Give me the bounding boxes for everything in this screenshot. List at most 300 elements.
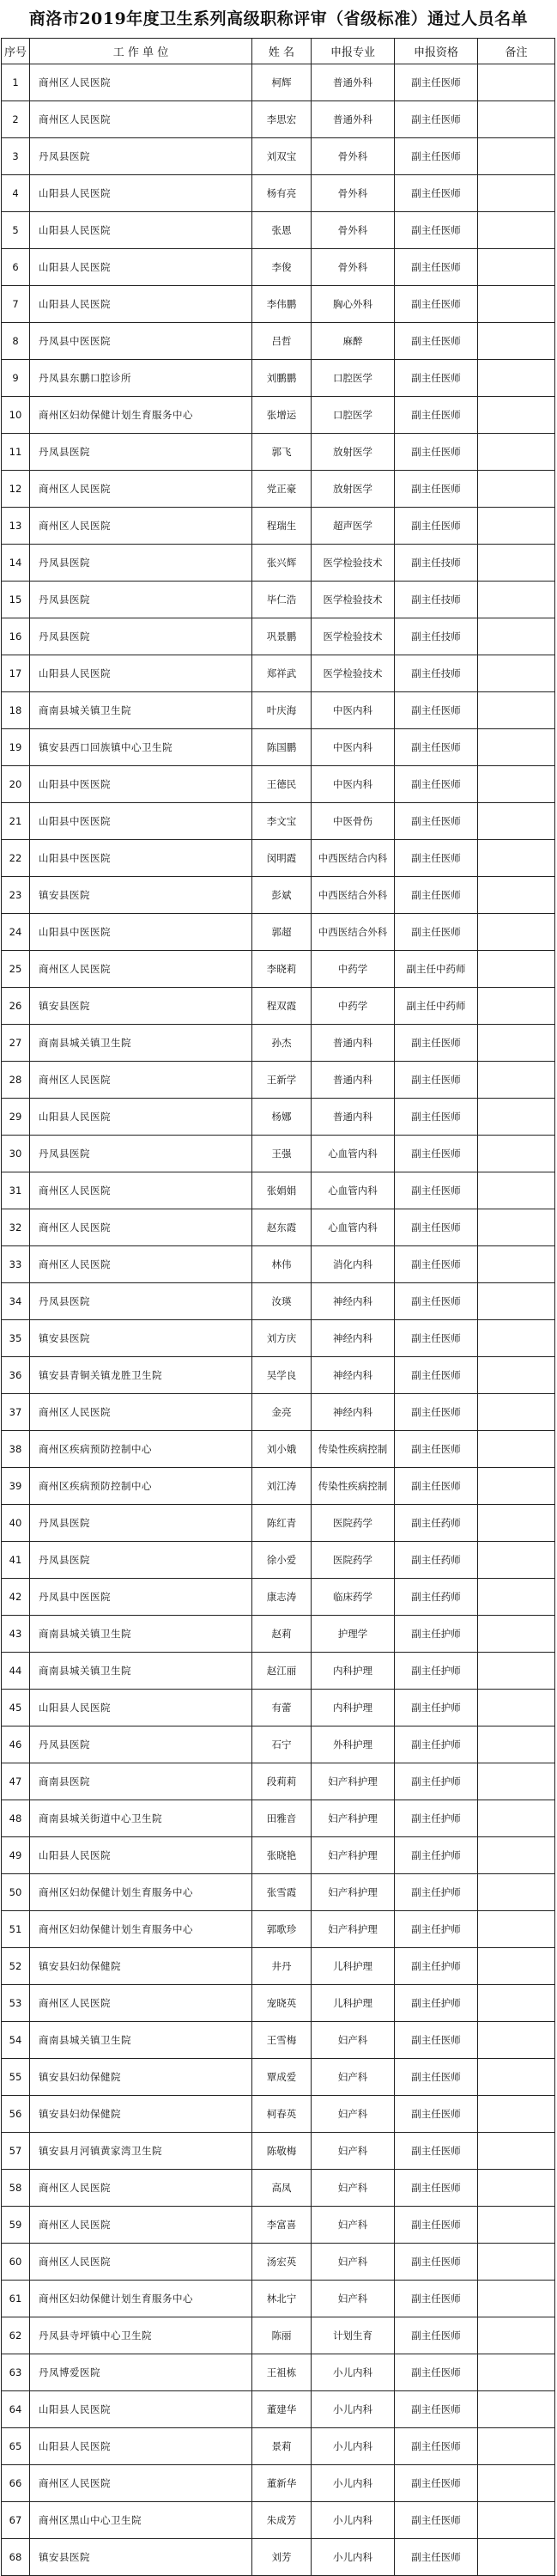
cell-specialty: 神经内科 [312,1394,395,1431]
cell-no: 55 [2,2059,30,2096]
table-row [2,64,555,101]
cell-no: 37 [2,1394,30,1431]
cell-note [478,1653,555,1690]
cell-name: 王祖栋 [252,2354,312,2391]
cell-name: 吴学良 [252,1357,312,1394]
cell-qualification: 副主任医师 [395,2354,478,2391]
cell-no: 35 [2,1320,30,1357]
table-row [2,1246,555,1283]
table-row [2,803,555,840]
cell-note [478,840,555,877]
cell-qualification: 副主任医师 [395,692,478,729]
cell-no: 25 [2,951,30,988]
cell-qualification: 副主任医师 [395,1172,478,1209]
cell-note [478,1874,555,1911]
cell-name: 汤宏英 [252,2244,312,2281]
header-note: 备注 [478,39,555,64]
cell-name: 陈红青 [252,1505,312,1542]
cell-note [478,1948,555,1985]
cell-qualification: 副主任医师 [395,2244,478,2281]
cell-note [478,1505,555,1542]
cell-qualification: 副主任药师 [395,1579,478,1616]
cell-specialty: 中医内科 [312,766,395,803]
cell-qualification: 副主任医师 [395,1320,478,1357]
table-row [2,1357,555,1394]
cell-specialty: 骨外科 [312,175,395,212]
cell-name: 陈丽 [252,2317,312,2354]
cell-unit: 商州区人民医院 [30,1394,252,1431]
cell-name: 林北宁 [252,2281,312,2317]
table-row [2,2539,555,2576]
cell-unit: 镇安县医院 [30,1320,252,1357]
cell-note [478,1172,555,1209]
cell-name: 赵莉 [252,1616,312,1653]
cell-name: 井丹 [252,1948,312,1985]
cell-name: 叶庆海 [252,692,312,729]
cell-unit: 商州区人民医院 [30,508,252,545]
table-row [2,397,555,434]
cell-unit: 镇安县医院 [30,988,252,1025]
cell-specialty: 神经内科 [312,1357,395,1394]
cell-name: 闵明霞 [252,840,312,877]
cell-specialty: 妇产科 [312,2096,395,2133]
cell-unit: 商州区人民医院 [30,1985,252,2022]
cell-name: 王新学 [252,1062,312,1099]
cell-note [478,1690,555,1726]
cell-unit: 镇安县妇幼保健院 [30,2096,252,2133]
cell-unit: 丹凤县医院 [30,582,252,618]
cell-unit: 商南县城关镇卫生院 [30,1025,252,1062]
cell-name: 田雅音 [252,1800,312,1837]
cell-no: 62 [2,2317,30,2354]
table-row [2,692,555,729]
cell-no: 18 [2,692,30,729]
cell-qualification: 副主任医师 [395,1394,478,1431]
cell-no: 51 [2,1911,30,1948]
cell-unit: 丹凤县医院 [30,1283,252,1320]
cell-no: 29 [2,1099,30,1136]
cell-note [478,1837,555,1874]
cell-qualification: 副主任医师 [395,2281,478,2317]
table-row [2,545,555,582]
cell-unit: 丹凤县医院 [30,138,252,175]
cell-unit: 丹凤县医院 [30,618,252,655]
cell-no: 59 [2,2207,30,2244]
cell-no: 52 [2,1948,30,1985]
cell-unit: 山阳县中医医院 [30,803,252,840]
cell-qualification: 副主任医师 [395,1357,478,1394]
cell-qualification: 副主任护师 [395,1763,478,1800]
cell-note [478,2244,555,2281]
cell-unit: 丹凤博爱医院 [30,2354,252,2391]
cell-note [478,1985,555,2022]
cell-unit: 商州区妇幼保健计划生育服务中心 [30,2281,252,2317]
cell-name: 张娟娟 [252,1172,312,1209]
cell-specialty: 中药学 [312,988,395,1025]
cell-unit: 商州区妇幼保健计划生育服务中心 [30,397,252,434]
cell-unit: 镇安县医院 [30,877,252,914]
cell-note [478,212,555,249]
cell-no: 48 [2,1800,30,1837]
cell-note [478,655,555,692]
cell-note [478,360,555,397]
cell-specialty: 口腔医学 [312,360,395,397]
cell-unit: 商南县城关镇卫生院 [30,1616,252,1653]
cell-specialty: 妇产科 [312,2244,395,2281]
cell-no: 26 [2,988,30,1025]
cell-qualification: 副主任医师 [395,729,478,766]
cell-note [478,2096,555,2133]
cell-name: 刘方庆 [252,1320,312,1357]
cell-qualification: 副主任医师 [395,175,478,212]
cell-specialty: 妇产科护理 [312,1800,395,1837]
cell-qualification: 副主任医师 [395,766,478,803]
cell-name: 刘小娥 [252,1431,312,1468]
cell-qualification: 副主任医师 [395,101,478,138]
table-row [2,2502,555,2539]
cell-specialty: 小儿内科 [312,2502,395,2539]
cell-specialty: 普通内科 [312,1025,395,1062]
cell-unit: 镇安县月河镇黄家湾卫生院 [30,2133,252,2170]
cell-qualification: 副主任医师 [395,2059,478,2096]
cell-specialty: 心血管内科 [312,1172,395,1209]
cell-note [478,988,555,1025]
cell-unit: 商州区人民医院 [30,2170,252,2207]
cell-unit: 商州区疾病预防控制中心 [30,1431,252,1468]
cell-unit: 商州区人民医院 [30,2207,252,2244]
table-row [2,1394,555,1431]
cell-unit: 镇安县医院 [30,2539,252,2576]
table-row [2,1172,555,1209]
table-header-row [2,39,555,64]
cell-qualification: 副主任药师 [395,1505,478,1542]
cell-note [478,1542,555,1579]
cell-qualification: 副主任医师 [395,1246,478,1283]
cell-unit: 商南县城关镇卫生院 [30,1653,252,1690]
cell-unit: 商州区妇幼保健计划生育服务中心 [30,1911,252,1948]
cell-qualification: 副主任技师 [395,655,478,692]
cell-unit: 山阳县人民医院 [30,175,252,212]
table-row [2,914,555,951]
cell-no: 10 [2,397,30,434]
cell-name: 李伟鹏 [252,286,312,323]
cell-specialty: 普通内科 [312,1099,395,1136]
cell-note [478,323,555,360]
cell-unit: 镇安县青铜关镇龙胜卫生院 [30,1357,252,1394]
cell-specialty: 妇产科护理 [312,1911,395,1948]
table-row [2,582,555,618]
cell-no: 33 [2,1246,30,1283]
cell-no: 4 [2,175,30,212]
cell-qualification: 副主任医师 [395,877,478,914]
cell-note [478,1431,555,1468]
cell-note [478,2207,555,2244]
cell-name: 王雪梅 [252,2022,312,2059]
header-specialty: 申报专业 [312,39,395,64]
cell-specialty: 小儿内科 [312,2539,395,2576]
table-row [2,323,555,360]
cell-qualification: 副主任医师 [395,2170,478,2207]
cell-specialty: 中医内科 [312,692,395,729]
cell-note [478,545,555,582]
table-row [2,1874,555,1911]
cell-specialty: 神经内科 [312,1283,395,1320]
cell-name: 孙杰 [252,1025,312,1062]
cell-no: 32 [2,1209,30,1246]
cell-specialty: 放射医学 [312,434,395,471]
table-row [2,2281,555,2317]
table-row [2,175,555,212]
cell-specialty: 妇产科 [312,2022,395,2059]
cell-qualification: 副主任医师 [395,2391,478,2428]
cell-unit: 丹凤县医院 [30,545,252,582]
cell-name: 石宁 [252,1726,312,1763]
cell-specialty: 中西医结合外科 [312,914,395,951]
cell-specialty: 胸心外科 [312,286,395,323]
cell-name: 董建华 [252,2391,312,2428]
cell-no: 44 [2,1653,30,1690]
table-row [2,618,555,655]
cell-note [478,914,555,951]
cell-name: 朱成芳 [252,2502,312,2539]
cell-no: 7 [2,286,30,323]
cell-unit: 丹凤县东鹏口腔诊所 [30,360,252,397]
cell-no: 9 [2,360,30,397]
cell-no: 14 [2,545,30,582]
cell-no: 46 [2,1726,30,1763]
cell-specialty: 中医骨伤 [312,803,395,840]
table-row [2,508,555,545]
cell-no: 20 [2,766,30,803]
cell-qualification: 副主任护师 [395,1911,478,1948]
table-row [2,1025,555,1062]
cell-note [478,582,555,618]
table-row [2,1209,555,1246]
cell-specialty: 普通内科 [312,1062,395,1099]
cell-note [478,1246,555,1283]
table-row [2,471,555,508]
header-unit: 工 作 单 位 [30,39,252,64]
cell-note [478,64,555,101]
cell-specialty: 神经内科 [312,1320,395,1357]
cell-qualification: 副主任医师 [395,1468,478,1505]
table-row [2,655,555,692]
cell-no: 21 [2,803,30,840]
cell-specialty: 妇产科 [312,2281,395,2317]
table-row [2,1616,555,1653]
page-title: 商洛市2019年度卫生系列高级职称评审（省级标准）通过人员名单 [28,9,529,28]
table-row [2,434,555,471]
cell-no: 5 [2,212,30,249]
table-row [2,1653,555,1690]
table-row [2,1985,555,2022]
cell-no: 8 [2,323,30,360]
table-row [2,1431,555,1468]
cell-unit: 商州区人民医院 [30,1246,252,1283]
cell-qualification: 副主任技师 [395,582,478,618]
cell-specialty: 儿科护理 [312,1948,395,1985]
cell-name: 高凤 [252,2170,312,2207]
cell-qualification: 副主任医师 [395,286,478,323]
cell-specialty: 小儿内科 [312,2428,395,2465]
cell-name: 宠晓英 [252,1985,312,2022]
cell-qualification: 副主任护师 [395,1800,478,1837]
cell-specialty: 中医内科 [312,729,395,766]
table-row [2,2059,555,2096]
cell-name: 赵江丽 [252,1653,312,1690]
cell-unit: 山阳县中医医院 [30,914,252,951]
cell-name: 杨有亮 [252,175,312,212]
cell-note [478,508,555,545]
cell-specialty: 超声医学 [312,508,395,545]
cell-name: 王德民 [252,766,312,803]
cell-note [478,2428,555,2465]
cell-specialty: 传染性疾病控制 [312,1431,395,1468]
cell-name: 李文宝 [252,803,312,840]
cell-unit: 商州区人民医院 [30,2244,252,2281]
cell-qualification: 副主任医师 [395,2022,478,2059]
cell-unit: 商州区妇幼保健计划生育服务中心 [30,1874,252,1911]
cell-qualification: 副主任医师 [395,1025,478,1062]
cell-no: 13 [2,508,30,545]
cell-no: 27 [2,1025,30,1062]
cell-qualification: 副主任医师 [395,1431,478,1468]
cell-qualification: 副主任医师 [395,360,478,397]
cell-unit: 镇安县妇幼保健院 [30,2059,252,2096]
cell-specialty: 内科护理 [312,1653,395,1690]
cell-no: 23 [2,877,30,914]
cell-qualification: 副主任医师 [395,1136,478,1172]
cell-specialty: 医学检验技术 [312,655,395,692]
cell-unit: 山阳县中医医院 [30,766,252,803]
cell-no: 30 [2,1136,30,1172]
table-row [2,988,555,1025]
cell-no: 2 [2,101,30,138]
cell-qualification: 副主任医师 [395,803,478,840]
table-row [2,766,555,803]
cell-name: 杨娜 [252,1099,312,1136]
cell-unit: 山阳县人民医院 [30,2428,252,2465]
cell-note [478,471,555,508]
cell-qualification: 副主任医师 [395,471,478,508]
table-row [2,1726,555,1763]
cell-unit: 山阳县人民医院 [30,212,252,249]
cell-note [478,2317,555,2354]
cell-name: 有蕾 [252,1690,312,1726]
cell-qualification: 副主任中药师 [395,988,478,1025]
cell-no: 24 [2,914,30,951]
cell-no: 28 [2,1062,30,1099]
table-row [2,877,555,914]
cell-note [478,1136,555,1172]
cell-specialty: 妇产科 [312,2133,395,2170]
cell-no: 17 [2,655,30,692]
cell-qualification: 副主任医师 [395,2133,478,2170]
cell-specialty: 消化内科 [312,1246,395,1283]
cell-note [478,1394,555,1431]
table-row [2,2133,555,2170]
cell-note [478,1283,555,1320]
cell-no: 19 [2,729,30,766]
cell-qualification: 副主任医师 [395,1209,478,1246]
cell-unit: 镇安县西口回族镇中心卫生院 [30,729,252,766]
cell-no: 63 [2,2354,30,2391]
cell-specialty: 妇产科 [312,2170,395,2207]
cell-name: 康志涛 [252,1579,312,1616]
cell-specialty: 放射医学 [312,471,395,508]
cell-name: 陈国鹏 [252,729,312,766]
cell-unit: 商南县城关镇卫生院 [30,692,252,729]
cell-no: 68 [2,2539,30,2576]
table-row [2,1948,555,1985]
cell-no: 45 [2,1690,30,1726]
cell-specialty: 骨外科 [312,249,395,286]
table-row [2,729,555,766]
cell-specialty: 妇产科护理 [312,1837,395,1874]
cell-note [478,1616,555,1653]
cell-qualification: 副主任医师 [395,914,478,951]
cell-name: 党正豪 [252,471,312,508]
cell-no: 11 [2,434,30,471]
cell-note [478,692,555,729]
cell-qualification: 副主任医师 [395,2096,478,2133]
table-row [2,2207,555,2244]
cell-unit: 丹凤县医院 [30,1542,252,1579]
cell-qualification: 副主任药师 [395,1542,478,1579]
cell-qualification: 副主任医师 [395,2539,478,2576]
cell-qualification: 副主任医师 [395,323,478,360]
cell-note [478,101,555,138]
cell-unit: 丹凤县医院 [30,1726,252,1763]
cell-no: 65 [2,2428,30,2465]
cell-qualification: 副主任医师 [395,138,478,175]
cell-no: 38 [2,1431,30,1468]
cell-name: 巩景鹏 [252,618,312,655]
cell-note [478,2539,555,2576]
cell-name: 刘双宝 [252,138,312,175]
cell-specialty: 骨外科 [312,212,395,249]
cell-specialty: 骨外科 [312,138,395,175]
cell-name: 程双霞 [252,988,312,1025]
cell-note [478,951,555,988]
table-row [2,1062,555,1099]
cell-unit: 商州区人民医院 [30,64,252,101]
cell-specialty: 小儿内科 [312,2391,395,2428]
cell-note [478,1726,555,1763]
cell-qualification: 副主任医师 [395,2465,478,2502]
cell-note [478,2022,555,2059]
cell-name: 郑祥武 [252,655,312,692]
cell-specialty: 普通外科 [312,101,395,138]
cell-qualification: 副主任医师 [395,1099,478,1136]
cell-qualification: 副主任医师 [395,508,478,545]
cell-no: 1 [2,64,30,101]
cell-no: 67 [2,2502,30,2539]
cell-no: 22 [2,840,30,877]
cell-specialty: 中西医结合内科 [312,840,395,877]
cell-qualification: 副主任医师 [395,64,478,101]
cell-qualification: 副主任医师 [395,840,478,877]
cell-name: 张增运 [252,397,312,434]
cell-unit: 商南县城关镇卫生院 [30,2022,252,2059]
cell-no: 66 [2,2465,30,2502]
cell-specialty: 妇产科护理 [312,1874,395,1911]
cell-unit: 丹凤县医院 [30,1505,252,1542]
table-row [2,2022,555,2059]
cell-specialty: 中药学 [312,951,395,988]
cell-name: 张晓艳 [252,1837,312,1874]
table-row [2,1579,555,1616]
